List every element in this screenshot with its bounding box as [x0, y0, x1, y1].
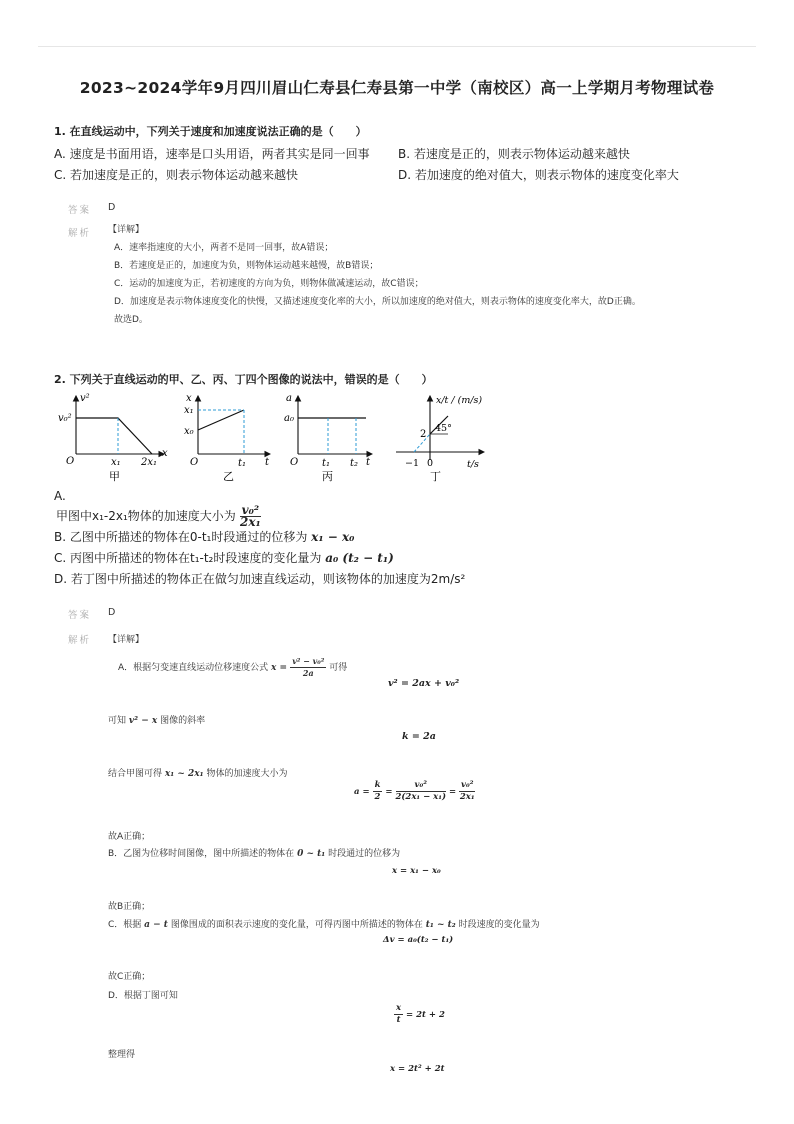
bing-t1-label: t₁	[322, 458, 331, 469]
yi-x0-label: x₀	[184, 426, 194, 437]
question-1-stem: 1. 在直线运动中，下列关于速度和加速度说法正确的是（ ）	[54, 125, 367, 138]
q2-analysis-label: 解析	[68, 635, 92, 646]
q1-analysis-line: A．速率指速度的大小，两者不是同一回事，故A错误；	[114, 243, 334, 253]
q2-analysis-a1-text: A．根据匀变速直线运动位移速度公式	[118, 663, 269, 673]
q2-option-a-prefix: A.	[54, 489, 66, 503]
q1-analysis-line: D．加速度是表示物体速度变化的快慢，又描述速度变化率的大小，所以加速度的绝对值大，则表示物体的速度变化率大，故D正确。	[114, 297, 641, 307]
graph-bing	[284, 393, 372, 483]
q1-analysis-line: 【详解】	[108, 225, 145, 235]
q2-eq-3: a = $\frac{k}{2}$ = $\frac{\text{v₀²}}{\text{2(2x₁ − x₁)}}$ = $\frac{\text{v₀²}}{\text{2x₁}}$	[354, 780, 475, 802]
bing-y-label: a	[286, 393, 292, 404]
q2-analysis-a2	[108, 713, 205, 726]
yi-t1-label: t₁	[238, 458, 247, 469]
q2-eq-b: x = x₁ − x₀	[392, 866, 441, 876]
q2-analysis-d1: D．根据丁图可知	[108, 991, 178, 1001]
ding-y-label: x/t / (m/s)	[436, 395, 483, 406]
q1-analysis	[108, 221, 641, 329]
yi-t-label: t	[265, 457, 270, 468]
q2-analysis-d2: 整理得	[108, 1050, 136, 1060]
bing-t2-label: t₂	[350, 458, 359, 469]
q2-answer-label: 答案	[68, 610, 92, 621]
ding-neg-one: −1	[405, 458, 420, 469]
q2-analysis-b-ok: 故B正确；	[108, 902, 151, 912]
q1-option-b: B. 若速度是正的，则表示物体运动越来越快	[398, 147, 630, 161]
q2-analysis-c1-mid2: t₁ ~ t₂	[425, 920, 456, 930]
q1-option-d: D. 若加速度的绝对值大，则表示物体的速度变化率大	[398, 168, 679, 182]
q2-analysis-b1-mid: 0 ~ t₁	[297, 849, 326, 859]
q1-option-a: A. 速度是书面用语，速率是口头用语，两者其实是同一回事	[54, 147, 370, 161]
q1-analysis-line: C．运动的加速度为正，若初速度的方向为负，则物体做减速运动，故C错误；	[114, 279, 424, 289]
q2-analysis-b1-text: B．乙图为位移时间图像，图中所描述的物体在	[108, 849, 295, 859]
q2-analysis-a2-end: 图像的斜率	[160, 716, 206, 726]
q1-answer-label: 答案	[68, 205, 92, 216]
q2-option-a-text: 甲图中x₁-2x₁物体的加速度大小为	[56, 509, 236, 523]
q2-option-a-fraction: $\frac{\text{v₀²}}{\text{2x₁}}$	[239, 503, 261, 529]
q2-analysis-c1-end: 图像围成的面积表示速度的变化量，可得丙图中所描述的物体在	[170, 920, 423, 930]
header-divider	[38, 46, 756, 47]
q1-analysis-line: 故选D。	[114, 315, 148, 325]
graph-ding	[396, 395, 484, 483]
ding-intercept: 2	[420, 429, 427, 440]
q1-answer: D	[108, 202, 116, 213]
bing-a0-label: a₀	[284, 413, 294, 424]
jia-x1-label: x₁	[111, 457, 121, 468]
q2-option-d: D. 若丁图中所描述的物体正在做匀加速直线运动，则该物体的加速度为2m/s²	[54, 572, 466, 586]
q2-analysis-a3-mid: x₁ ~ 2x₁	[164, 769, 204, 779]
yi-y-label: x	[186, 393, 192, 404]
q2-analysis-c-ok: 故C正确；	[108, 972, 151, 982]
jia-y-label: v²	[80, 393, 90, 404]
q2-eq-d2: x = 2t² + 2t	[390, 1064, 445, 1074]
ding-angle: 45°	[435, 423, 452, 434]
q2-option-c-text: C. 丙图中所描述的物体在t₁-t₂时段速度的变化量为	[54, 551, 322, 565]
q2-analysis-a3	[108, 766, 287, 779]
q2-analysis-a3-end: 物体的加速度大小为	[206, 769, 288, 779]
jia-x2-label: 2x₁	[141, 457, 158, 468]
bing-name: 丙	[322, 470, 333, 483]
ding-zero: 0	[427, 458, 434, 469]
q2-option-b	[54, 528, 354, 545]
ding-t-label: t/s	[467, 459, 479, 470]
q2-eq-2: k = 2a	[402, 731, 436, 742]
q2-option-b-math: x₁ − x₀	[311, 530, 355, 544]
q2-analysis-a2-text: 可知	[108, 716, 127, 726]
question-2-stem: 2. 下列关于直线运动的甲、乙、丙、丁四个图像的说法中，错误的是（ ）	[54, 373, 433, 386]
q2-analysis-a3-text: 结合甲图可得	[108, 769, 163, 779]
q2-analysis-c1-text: C．根据	[108, 920, 142, 930]
ding-name: 丁	[430, 470, 441, 483]
graph-yi	[184, 393, 270, 483]
q2-analysis-head: 【详解】	[108, 635, 145, 645]
q2-analysis-b1	[108, 846, 400, 859]
q2-option-b-text: B. 乙图中所描述的物体在0-t₁时段通过的位移为	[54, 530, 308, 544]
page-title: 2023~2024学年9月四川眉山仁寿县仁寿县第一中学（南校区）高一上学期月考物理试卷	[79, 79, 715, 97]
jia-x-label: x	[162, 448, 168, 459]
jia-y0-label: v₀²	[58, 413, 72, 424]
q1-option-c: C. 若加速度是正的，则表示物体运动越来越快	[54, 168, 299, 182]
q2-analysis-a2-mid: v² − x	[128, 716, 158, 726]
yi-origin: O	[190, 457, 199, 468]
q2-eq-1: v² = 2ax + v₀²	[388, 678, 460, 689]
q2-analysis-a1: A．根据匀变速直线运动位移速度公式 x = $\frac{\text{v² − v₀²}}{2a}$ 可得	[118, 656, 348, 678]
bing-t-label: t	[366, 457, 371, 468]
q2-analysis-c1	[108, 917, 540, 930]
q2-option-c-math: a₀ (t₂ − t₁)	[325, 551, 394, 565]
q2-option-c	[54, 549, 394, 566]
q2-analysis-b1-end: 时段通过的位移为	[328, 849, 401, 859]
q2-analysis-a1-end: 可得	[329, 663, 348, 673]
q2-eq-d1-rhs: = 2t + 2	[406, 1010, 445, 1020]
jia-name: 甲	[109, 470, 120, 483]
q2-eq-d1: $\frac{x}{t}$ = 2t + 2	[396, 1003, 445, 1025]
q2-analysis-c1-end2: 时段速度的变化量为	[458, 920, 540, 930]
q2-option-a	[56, 505, 261, 528]
q2-eq-c: Δv = a₀(t₂ − t₁)	[383, 935, 454, 945]
q2-graphs	[52, 390, 492, 486]
q2-analysis-c1-mid: a − t	[144, 920, 168, 930]
jia-origin: O	[66, 456, 75, 467]
q1-analysis-line: B．若速度是正的，加速度为负，则物体运动越来越慢，故B错误；	[114, 261, 379, 271]
graph-jia	[58, 393, 168, 483]
yi-x1-label: x₁	[184, 405, 194, 416]
yi-name: 乙	[223, 470, 234, 483]
bing-origin: O	[290, 457, 299, 468]
q2-analysis-a-ok: 故A正确；	[108, 832, 151, 842]
q1-analysis-label: 解析	[68, 228, 92, 239]
q2-answer: D	[108, 607, 116, 618]
